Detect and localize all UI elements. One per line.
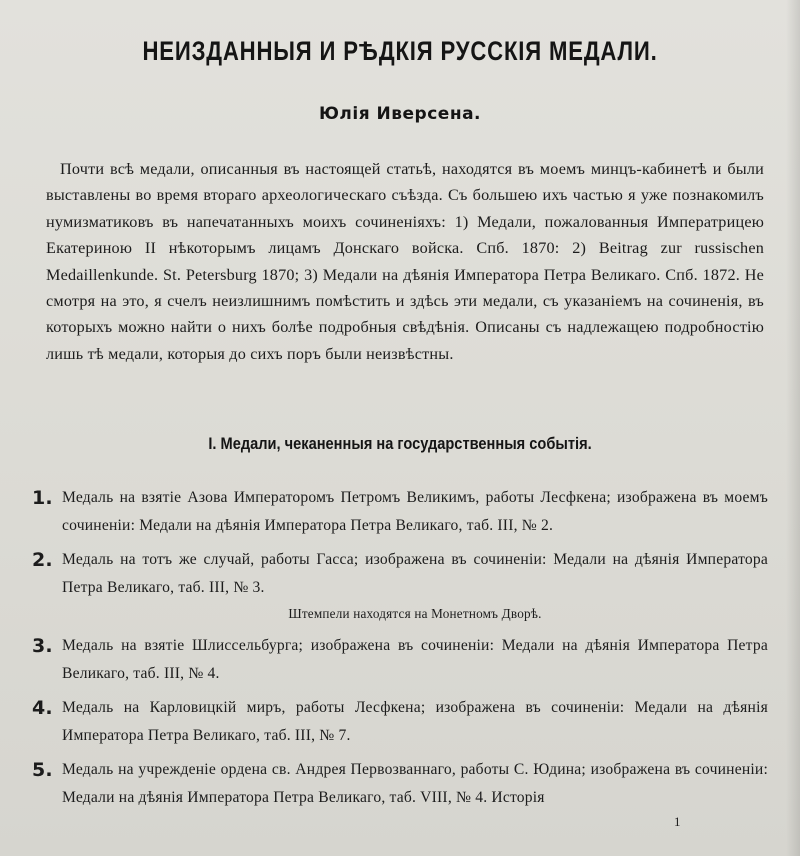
page-number: 1 <box>674 814 681 829</box>
medal-item-1 <box>32 484 768 540</box>
medal-item-5 <box>32 756 768 812</box>
item-text: Медаль на учрежденіе ордена св. Андрея Первозваннаго, работы С. Юдина; изображена въ сочиненіи: Медали на дѣянія Императора Петра Великаго, таб. VIII, № 4. Исторія <box>62 761 768 806</box>
page-edge-shadow <box>786 0 800 856</box>
medal-item-4 <box>32 694 768 750</box>
intro-paragraph: Почти всѣ медали, описанныя въ настоящей статьѣ, находятся въ моемъ минцъ-кабинетѣ и были выставлены во время втораго археологическаго съѣзда. Съ большею ихъ частью я уже познакомилъ нумизматиковъ въ напечатанныхъ моихъ сочиненіяхъ: 1) Медали, пожалованныя Императрицею Екатериною II нѣкоторымъ лицамъ Донскаго войска. Спб. 1870: 2) Beitrag zur russischen Medaillenkunde. St. Petersburg 1870; 3) Медали на дѣянія Императора Петра Великаго. Спб. 1872. Не смотря на это, я счелъ неизлишнимъ помѣстить и здѣсь эти медали, съ указаніемъ на сочиненія, въ которыхъ можно найти о нихъ болѣе подробныя свѣдѣнія. Описаны съ надлежащею подробностію лишь тѣ медали, которыя до сихъ поръ были неизвѣстны. <box>46 160 764 363</box>
item-text: Медаль на тотъ же случай, работы Гасса; изображена въ сочиненіи: Медали на дѣянія Императора Петра Великаго, таб. III, № 3. <box>62 551 768 596</box>
medal-item-2 <box>32 546 768 626</box>
item-text: Медаль на взятіе Азова Императоромъ Петромъ Великимъ, работы Лесфкена; изображена въ моемъ сочиненіи: Медали на дѣянія Императора Петра Великаго, таб. III, № 2. <box>62 489 768 534</box>
item-number: 1. <box>32 487 53 509</box>
item-text: Медаль на Карловицкій миръ, работы Лесфкена; изображена въ сочиненіи: Медали на дѣянія Императора Петра Великаго, таб. III, № 7. <box>62 699 768 744</box>
item-number: 2. <box>32 549 53 571</box>
item-number: 3. <box>32 635 53 657</box>
author-line: Юлія Иверсена. <box>318 104 482 124</box>
section-heading: I. Медали, чеканенныя на государственныя событія. <box>208 434 592 453</box>
item-text: Медаль на взятіе Шлиссельбурга; изображена въ сочиненіи: Медали на дѣянія Императора Петра Великаго, таб. III, № 4. <box>62 637 768 682</box>
item-number: 5. <box>32 759 53 781</box>
item-number: 4. <box>32 697 53 719</box>
page-title: НЕИЗДАННЫЯ И РѢДКІЯ РУССКІЯ МЕДАЛИ. <box>142 36 658 66</box>
medal-item-3 <box>32 632 768 688</box>
medal-list <box>32 484 768 818</box>
item-note: Штемпели находятся на Монетномъ Дворѣ. <box>288 606 542 621</box>
